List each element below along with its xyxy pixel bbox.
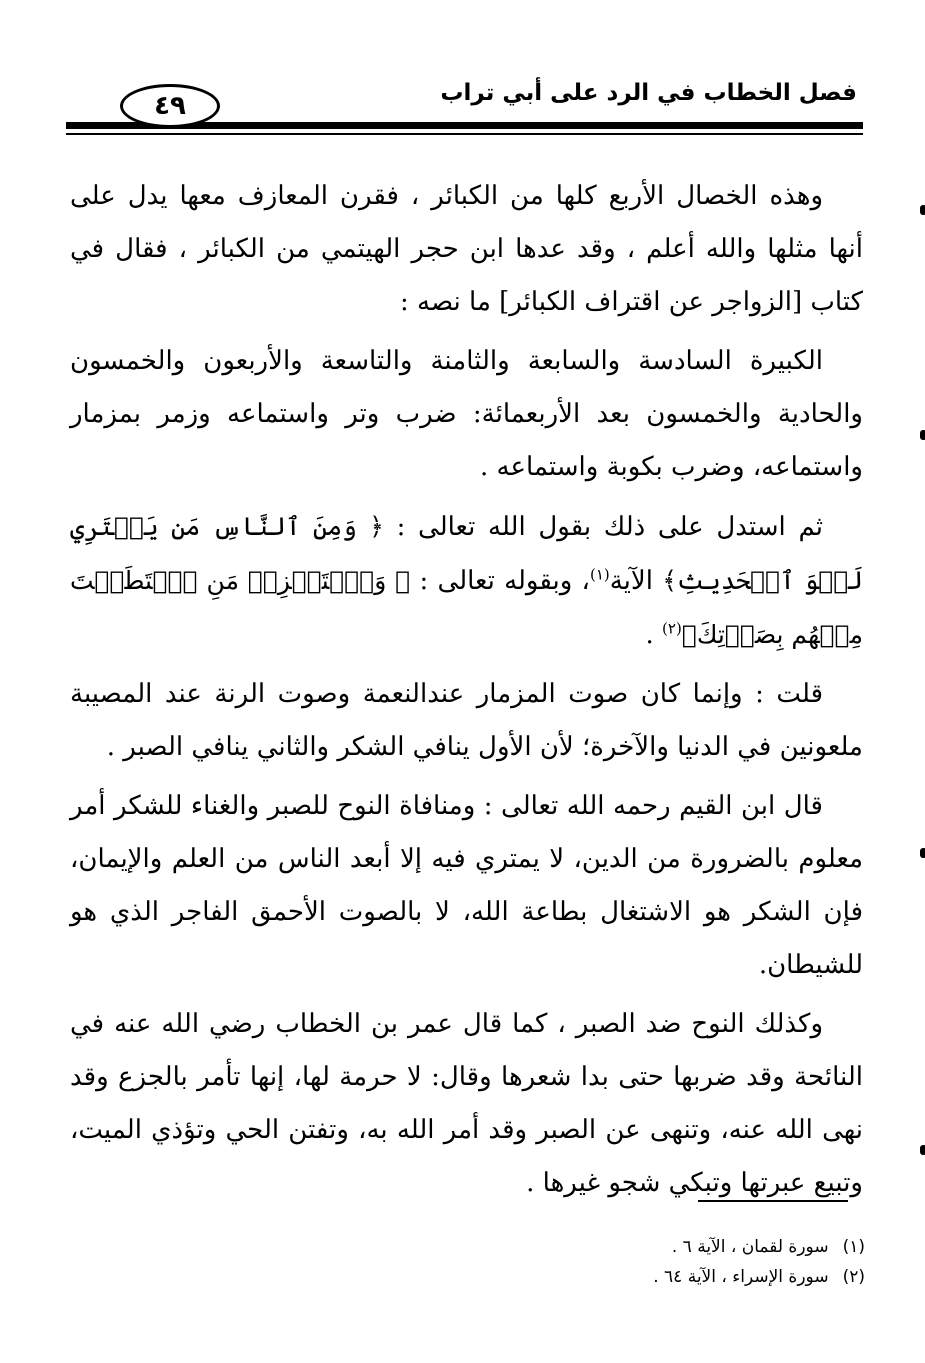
body-text <box>70 170 863 1216</box>
quran-verse-1: ﴿ وَمِنَ ٱلنَّاسِ مَن يَشۡتَرِي لَهۡوَ ٱلۡحَدِيثِ﴾ <box>70 512 863 595</box>
footnote-ref-2: (٢) <box>662 619 682 638</box>
running-title: فصل الخطاب في الرد على أبي تراب <box>440 80 857 106</box>
footnote-text: سورة لقمان ، الآية ٦ . <box>671 1237 829 1257</box>
page-number: ٤٩ <box>120 84 220 128</box>
quran-verse-2: ﴿ وَٱسۡتَفۡزِزۡ مَنِ ٱسۡتَطَعۡتَ مِنۡهُم بِصَوۡتِكَ﴾ <box>70 566 863 649</box>
paragraph-3-mid: ، وبقوله تعالى : <box>419 566 590 596</box>
aya-label: الآية <box>609 566 663 596</box>
paragraph-3 <box>70 500 863 662</box>
scan-mark <box>920 848 925 858</box>
paragraph-6: وكذلك النوح ضد الصبر ، كما قال عمر بن الخطاب رضي الله عنه في النائحة وقد ضربها حتى بدا شعرها وقال: لا حرمة لها، إنها تأمر بالجزع وقد نهى الله عنه، وتنهى عن الصبر وقد أمر الله به، وتفتن الحي وتؤذي الميت، وتبيع عبرتها وتبكي شجو غيرها . <box>70 1009 863 1198</box>
footnote-text: سورة الإسراء ، الآية ٦٤ . <box>653 1267 829 1287</box>
footnote-separator <box>698 1200 848 1202</box>
header-rule-thin <box>66 133 863 135</box>
scan-mark <box>920 430 925 440</box>
paragraph-3-end: . <box>645 620 663 650</box>
paragraph-2: الكبيرة السادسة والسابعة والثامنة والتاسعة والأربعون والخمسون والحادية والخمسون بعد الأربعمائة: ضرب وتر واستماعه وزمر بمزمار واستماعه، وضرب بكوبة واستماعه . <box>70 346 863 482</box>
footnote-2 <box>365 1262 865 1292</box>
footnote-ref-1: (١) <box>589 565 610 584</box>
footnotes <box>365 1232 865 1292</box>
scan-mark <box>920 1145 925 1155</box>
paragraph-1: وهذه الخصال الأربع كلها من الكبائر ، فقرن المعازف معها يدل على أنها مثلها والله أعلم ، وقد عدها ابن حجر الهيتمي من الكبائر ، فقال في كتاب [الزواجر عن اقتراف الكبائر] ما نصه : <box>70 181 863 317</box>
footnote-1 <box>365 1232 865 1262</box>
scan-mark <box>920 205 925 215</box>
footnote-number: (٢) <box>842 1267 865 1287</box>
paragraph-5: قال ابن القيم رحمه الله تعالى : ومنافاة النوح للصبر والغناء للشكر أمر معلوم بالضرورة من الدين، لا يمتري فيه إلا أبعد الناس من العلم والإيمان، فإن الشكر هو الاشتغال بطاعة الله، لا بالصوت الأحمق الفاجر الذي هو للشيطان. <box>70 791 863 980</box>
paragraph-3-intro: ثم استدل على ذلك بقول الله تعالى : <box>396 512 824 542</box>
paragraph-4: قلت : وإنما كان صوت المزمار عندالنعمة وصوت الرنة عند المصيبة ملعونين في الدنيا والآخرة؛ لأن الأول ينافي الشكر والثاني ينافي الصبر . <box>70 679 863 762</box>
footnote-number: (١) <box>842 1237 865 1257</box>
